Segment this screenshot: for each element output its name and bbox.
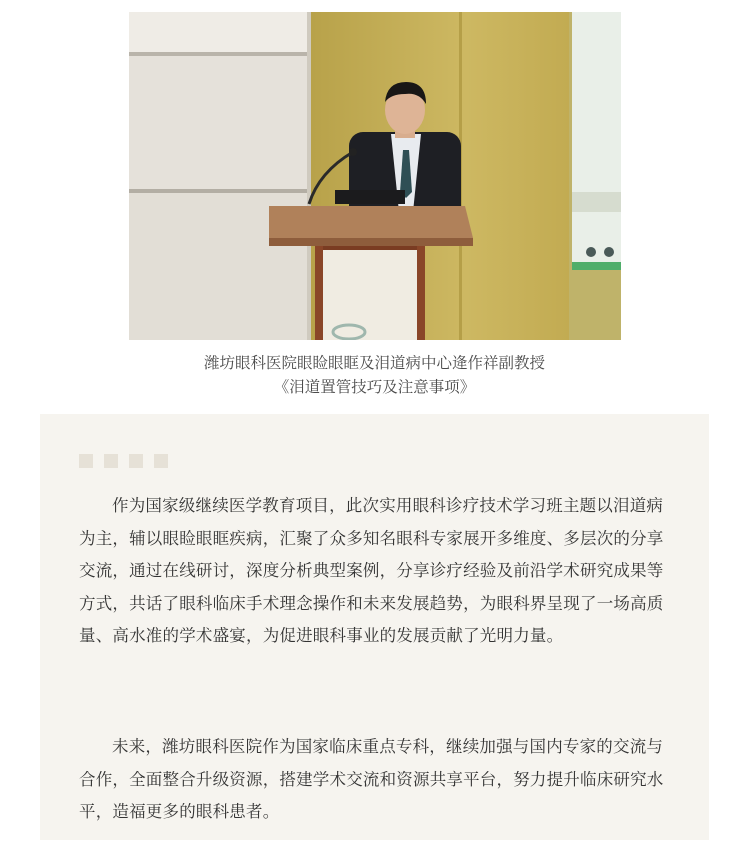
square-icon	[79, 454, 93, 468]
decorative-squares	[79, 454, 168, 468]
caption-line-2: 《泪道置管技巧及注意事项》	[273, 378, 476, 396]
photo-caption	[0, 351, 749, 399]
square-icon	[104, 454, 118, 468]
article-paragraph-2: 未来，潍坊眼科医院作为国家临床重点专科，继续加强与国内专家的交流与合作，全面整合升级资源，搭建学术交流和资源共享平台，努力提升临床研究水平，造福更多的眼科患者。	[79, 737, 664, 821]
square-icon	[154, 454, 168, 468]
caption-line-1: 潍坊眼科医院眼睑眼眶及泪道病中心逄作祥副教授	[203, 354, 545, 372]
square-icon	[129, 454, 143, 468]
article-panel	[40, 414, 709, 840]
speaker-photo	[129, 12, 621, 340]
article-paragraph-1: 作为国家级继续医学教育项目，此次实用眼科诊疗技术学习班主题以泪道病为主，辅以眼睑眼眶疾病，汇聚了众多知名眼科专家展开多维度、多层次的分享交流，通过在线研讨，深度分析典型案例，分享诊疗经验及前沿学术研究成果等方式，共话了眼科临床手术理念操作和未来发展趋势，为眼科界呈现了一场高质量、高水准的学术盛宴，为促进眼科事业的发展贡献了光明力量。	[79, 496, 664, 645]
speaker-photo-illustration	[129, 12, 621, 340]
